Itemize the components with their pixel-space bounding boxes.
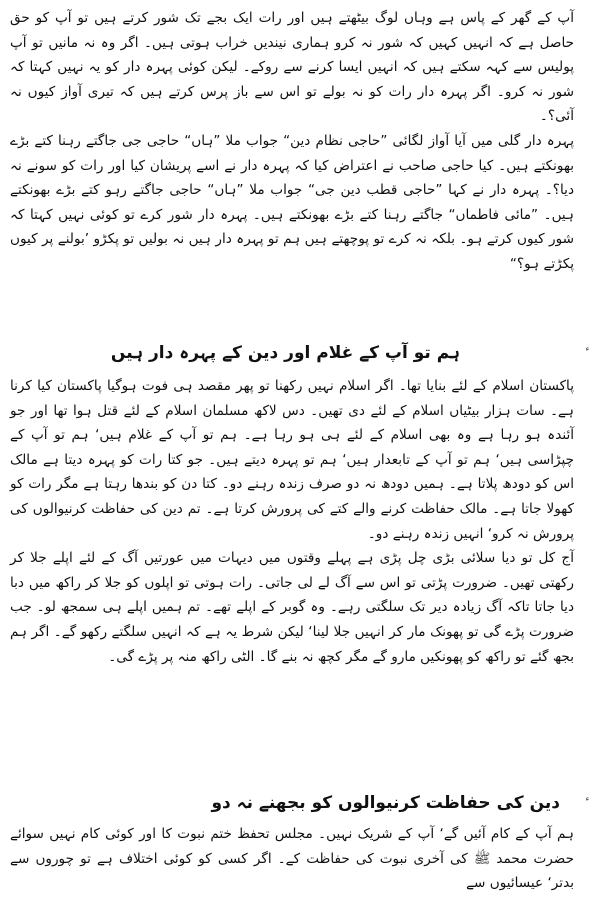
paragraph-noise-complaint: آپ کے گھر کے پاس ہے وہاں لوگ بیٹھتے ہیں اور رات ایک بجے تک شور کرتے ہیں تو آپ کو حق حاصل ہے کہ انہیں کہیں کہ شور نہ کرو ہماری نیندیں خراب ہوتی ہیں۔ اگر وہ نہ مانیں تو آپ پولیس سے کہہ سکتے ہیں کہ انہیں ایسا کرنے سے روکے۔ لیکن کوئی پہرہ دار کو یہ نہیں کہتا کہ شور نہ کرو۔ اگر پہرہ دار رات کو نہ بولے تو اس سے باز پرس کرتے ہیں کہ تیری آواز کیوں نہ آئی؟۔ (10, 10, 574, 125)
paragraph-pakistan-islam: پاکستان اسلام کے لئے بنایا تھا۔ اگر اسلام نہیں رکھنا تو پھر مقصد ہی فوت ہوگیا پاکستان کیا کرنا ہے۔ سات ہزار بیٹیاں اسلام کے لئے دی تھیں۔ دس لاکھ مسلمان اسلام کے لئے قتل ہوا تھا اور جو آئندہ ہو رہا ہے وہ بھی اسلام کے لئے ہی ہو رہا ہے۔ ہم تو آپ کے غلام ہیں‘ ہم تو آپ کے چپڑاسی ہیں‘ ہم تو آپ کے تابعدار ہیں‘ ہم تو پہرہ دیتے ہیں۔ جو کتا رات کو پہرہ دیتا ہے مالک اس کو دودھ پلاتا ہے۔ ہمیں دودھ نہ دو صرف زندہ رہنے دو۔ کتا دن کو بندھا رہتا ہے مگر رات کو کھولا جاتا ہے۔ مالک حفاظت کرنے والے کتے کی پرورش کرتا ہے۔ تم دین کی حفاظت کرنیوالوں کی پرورش نہ کرو‘ انہیں زندہ رہنے دو۔ (10, 378, 574, 542)
paragraph-watchman-calls: پہرہ دار گلی میں آیا آواز لگائی ”حاجی نظام دین“ جواب ملا ”ہاں“ حاجی جی جاگتے رہنا کتے بڑے بھونکتے ہیں۔ کیا حاجی صاحب نے اعتراض کیا کہ پہرہ دار نے اسے پریشان کیا اور رات کو سونے نہ دیا؟۔ پہرہ دار نے کہا ”حاجی قطب دین جی“ جواب ملا ”ہاں“ حاجی جاگتے رہو کتے بڑے بھونکتے ہیں۔ ”مائی فاطماں“ جاگتے رہنا کتے بڑے بھونکتے ہیں۔ پہرہ دار شور کرے تو کوئی نہیں کہتا کہ شور کیوں کرتے ہو۔ بلکہ نہ کرے تو پوچھتے ہیں ہم تو پہرہ دار ہیں نہ بولیں تو پکڑو ’بولنے پر کیوں پکڑتے ہو؟“ (10, 132, 574, 272)
paragraph-finality-prophethood: ہم آپ کے کام آئیں گے‘ آپ کے شریک نہیں۔ مجلس تحفظ ختم نبوت کا اور کوئی کام نہیں سوائے حضرت محمد ﷺ کی آخری نبوت کی حفاظت کے۔ اگر کسی کو کوئی اختلاف ہے تو چوروں سے بدتر‘ عیسائیوں سے (10, 826, 574, 892)
section-heading-1: ہم تو آپ کے غلام اور دین کے پہرہ دار ہیں (110, 343, 460, 363)
section-intro (10, 6, 574, 277)
section-guardians (10, 822, 574, 896)
section-heading-2: دین کی حفاظت کرنیوالوں کو بجھنے نہ دو (211, 793, 560, 813)
section-servants (10, 374, 574, 669)
paragraph-dung-cakes: آج کل تو دیا سلائی بڑی چل پڑی ہے پہلے وقتوں میں دیہات میں عورتیں آگ کے لئے اپلے جلا کر رکھتی تھیں۔ ضرورت پڑتی تو اس سے آگ لے لی جاتی۔ رات ہوتی تو اپلوں کو جلا کر راکھ میں دبا دیا جاتا تاکہ آگ زیادہ دیر تک سلگتی رہے۔ وہ گوبر کے اپلے تھے۔ تم ہمیں اپلے ہی سمجھ لو۔ جب ضرورت پڑے گی تو پھونک مار کر انہیں جلا لینا‘ لیکن شرط یہ ہے کہ انہیں سلگتے رکھو گے۔ اگر ہم بجھ گئے تو راکھ کو پھونکیں مارو گے مگر کچھ نہ بنے گا۔ الٹی راکھ منہ پر پڑے گی۔ (10, 550, 574, 665)
